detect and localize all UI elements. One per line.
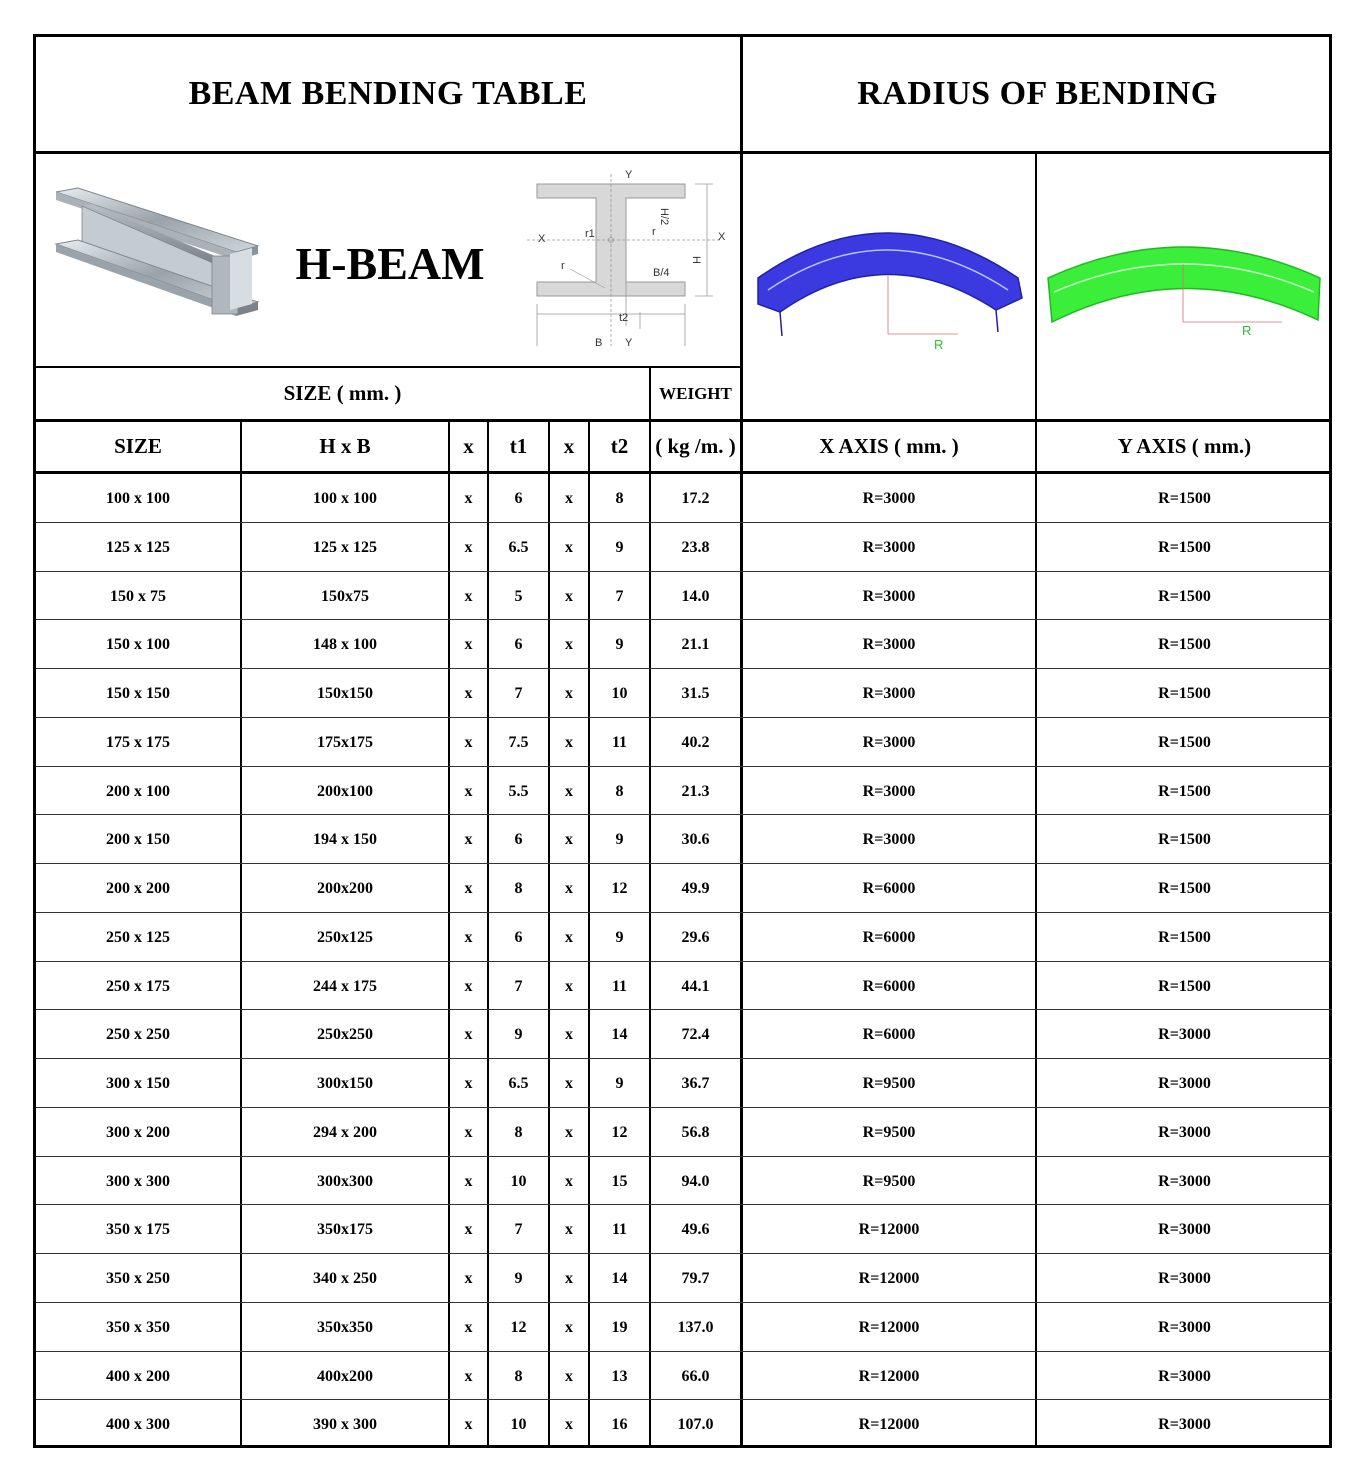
cell-size: 175 x 175	[106, 733, 170, 751]
cell-size: 400 x 300	[106, 1415, 170, 1433]
col-header-t1: t1	[509, 434, 528, 458]
cell-x1: x	[464, 830, 473, 848]
cell-size: 200 x 100	[106, 782, 170, 800]
cell-t2: 11	[611, 1220, 628, 1238]
cell-size: 400 x 200	[106, 1367, 170, 1385]
cell-hxb: 194 x 150	[313, 830, 377, 848]
cell-y-axis: R=3000	[1158, 1318, 1211, 1336]
cell-x-axis: R=3000	[862, 587, 916, 605]
cell-weight: 107.0	[677, 1415, 714, 1433]
cell-size: 150 x 75	[110, 587, 166, 605]
cell-t2: 9	[615, 928, 624, 946]
cell-x-axis: R=6000	[862, 928, 916, 946]
cell-x1: x	[464, 1123, 473, 1141]
cell-x-axis: R=6000	[862, 977, 916, 995]
cell-weight: 44.1	[681, 977, 710, 995]
cell-t1: 6.5	[508, 538, 529, 556]
cell-y-axis: R=3000	[1158, 1415, 1211, 1433]
cell-t2: 14	[611, 1025, 628, 1043]
cell-x1: x	[464, 1025, 473, 1043]
cell-x-axis: R=3000	[862, 830, 916, 848]
cell-x1: x	[464, 538, 473, 556]
cell-x2: x	[565, 733, 573, 751]
cell-t2: 9	[615, 538, 624, 556]
cell-t1: 7	[514, 684, 523, 702]
cell-t2: 8	[615, 489, 624, 507]
cell-hxb: 148 x 100	[313, 635, 377, 653]
cell-t2: 8	[615, 782, 624, 800]
cell-y-axis: R=1500	[1158, 879, 1211, 897]
cell-size: 300 x 200	[106, 1123, 170, 1141]
divider-title-bottom	[33, 151, 1332, 154]
cell-size: 300 x 300	[106, 1172, 170, 1190]
cell-t2: 9	[615, 635, 624, 653]
cell-x1: x	[464, 1172, 473, 1190]
cell-size: 150 x 150	[106, 684, 170, 702]
y-axis-bending-arc	[1044, 234, 1324, 342]
cell-x2: x	[565, 684, 573, 702]
cell-y-axis: R=1500	[1158, 489, 1211, 507]
diagram-label-h: H	[690, 256, 702, 264]
cell-t1: 10	[510, 1415, 527, 1433]
cell-x1: x	[464, 928, 473, 946]
cell-t2: 10	[611, 684, 628, 702]
cell-t2: 13	[611, 1367, 628, 1385]
cell-t2: 11	[611, 977, 628, 995]
cell-weight: 49.6	[681, 1220, 710, 1238]
cell-t2: 9	[615, 830, 624, 848]
cell-t2: 16	[611, 1415, 628, 1433]
col-header-weight-unit: ( kg /m. )	[655, 434, 736, 458]
cell-x2: x	[565, 1220, 573, 1238]
cell-weight: 23.8	[681, 538, 710, 556]
cell-weight: 40.2	[681, 733, 710, 751]
cell-size: 250 x 175	[106, 977, 170, 995]
cell-t2: 15	[611, 1172, 628, 1190]
size-group-header: SIZE ( mm. )	[283, 381, 402, 405]
cell-hxb: 200x200	[317, 879, 373, 897]
cell-y-axis: R=3000	[1158, 1074, 1211, 1092]
cell-size: 150 x 100	[106, 635, 170, 653]
diagram-label-b: B	[595, 337, 603, 349]
cell-t1: 6	[514, 489, 523, 507]
cell-t2: 19	[611, 1318, 628, 1336]
cell-weight: 17.2	[681, 489, 710, 507]
cell-t2: 11	[611, 733, 628, 751]
diagram-label-r1: r1	[585, 228, 595, 240]
cell-x-axis: R=9500	[862, 1172, 916, 1190]
cell-x1: x	[464, 782, 473, 800]
x-axis-bending-arc	[752, 214, 1027, 354]
cell-t1: 7.5	[508, 733, 529, 751]
cell-weight: 56.8	[681, 1123, 710, 1141]
cell-size: 250 x 250	[106, 1025, 170, 1043]
cell-size: 200 x 150	[106, 830, 170, 848]
cell-x-axis: R=12000	[858, 1269, 920, 1287]
cell-weight: 31.5	[681, 684, 710, 702]
cell-hxb: 300x300	[317, 1172, 373, 1190]
left-title: BEAM BENDING TABLE	[188, 75, 588, 112]
col-header-x1: x	[463, 434, 474, 458]
cell-size: 200 x 200	[106, 879, 170, 897]
cell-x1: x	[464, 1415, 473, 1433]
cell-x2: x	[565, 1318, 573, 1336]
col-header-y-axis: Y AXIS ( mm.)	[1117, 434, 1252, 458]
cell-t1: 7	[514, 977, 523, 995]
cell-x1: x	[464, 1220, 473, 1238]
cell-x1: x	[464, 1367, 473, 1385]
cell-hxb: 250x125	[317, 928, 373, 946]
cell-t2: 9	[615, 1074, 624, 1092]
cell-x1: x	[464, 733, 473, 751]
cell-hxb: 340 x 250	[313, 1269, 377, 1287]
cell-t1: 8	[514, 1123, 523, 1141]
h-beam-photo	[52, 184, 262, 329]
right-title: RADIUS OF BENDING	[857, 75, 1218, 112]
cell-y-axis: R=1500	[1158, 977, 1211, 995]
cell-x1: x	[464, 1318, 473, 1336]
cell-x-axis: R=3000	[862, 538, 916, 556]
cell-y-axis: R=1500	[1158, 733, 1211, 751]
cell-t1: 10	[510, 1172, 527, 1190]
cell-x-axis: R=6000	[862, 1025, 916, 1043]
cell-x-axis: R=3000	[862, 489, 916, 507]
cell-x-axis: R=3000	[862, 733, 916, 751]
cell-y-axis: R=3000	[1158, 1269, 1211, 1287]
cell-weight: 30.6	[681, 830, 710, 848]
cell-x-axis: R=3000	[862, 684, 916, 702]
cell-x1: x	[464, 879, 473, 897]
cell-x-axis: R=12000	[858, 1318, 920, 1336]
col-header-t2: t2	[610, 434, 629, 458]
y-axis-arc-r-label: R	[1242, 323, 1252, 338]
cell-y-axis: R=1500	[1158, 928, 1211, 946]
weight-group-header: WEIGHT	[659, 383, 732, 403]
col-header-size: SIZE	[114, 434, 162, 458]
cell-t1: 6	[514, 635, 523, 653]
cell-x2: x	[565, 538, 573, 556]
cell-hxb: 350x175	[317, 1220, 373, 1238]
cell-x2: x	[565, 635, 573, 653]
cell-x-axis: R=9500	[862, 1074, 916, 1092]
cell-hxb: 390 x 300	[313, 1415, 377, 1433]
cell-y-axis: R=1500	[1158, 635, 1211, 653]
cell-y-axis: R=1500	[1158, 587, 1211, 605]
cell-hxb: 300x150	[317, 1074, 373, 1092]
cell-hxb: 175x175	[317, 733, 373, 751]
cell-weight: 14.0	[681, 587, 710, 605]
cell-t1: 6	[514, 830, 523, 848]
cell-y-axis: R=3000	[1158, 1367, 1211, 1385]
cell-x2: x	[565, 977, 573, 995]
cell-weight: 137.0	[677, 1318, 714, 1336]
cell-size: 350 x 350	[106, 1318, 170, 1336]
cell-x2: x	[565, 830, 573, 848]
cell-x1: x	[464, 587, 473, 605]
cell-x2: x	[565, 587, 573, 605]
cell-x2: x	[565, 1415, 573, 1433]
cell-t1: 12	[510, 1318, 527, 1336]
cell-t2: 14	[611, 1269, 628, 1287]
cell-x1: x	[464, 684, 473, 702]
cell-y-axis: R=3000	[1158, 1025, 1211, 1043]
cell-weight: 21.1	[681, 635, 710, 653]
cell-weight: 21.3	[681, 782, 710, 800]
cell-x1: x	[464, 489, 473, 507]
col-header-hxb: H x B	[319, 434, 371, 458]
cell-y-axis: R=1500	[1158, 782, 1211, 800]
cell-x-axis: R=3000	[862, 782, 916, 800]
cell-weight: 49.9	[681, 879, 710, 897]
diagram-label-y-top: Y	[625, 169, 633, 181]
cell-y-axis: R=3000	[1158, 1123, 1211, 1141]
cell-x2: x	[565, 1269, 573, 1287]
cell-hxb: 150x150	[317, 684, 373, 702]
cell-y-axis: R=1500	[1158, 684, 1211, 702]
cell-y-axis: R=1500	[1158, 830, 1211, 848]
cell-t1: 9	[514, 1025, 523, 1043]
col-header-x2: x	[563, 434, 575, 458]
diagram-label-y-bottom: Y	[625, 337, 633, 349]
cell-x2: x	[565, 1123, 573, 1141]
cell-x2: x	[565, 1025, 573, 1043]
cell-x1: x	[464, 635, 473, 653]
cell-y-axis: R=1500	[1158, 538, 1211, 556]
cell-y-axis: R=3000	[1158, 1220, 1211, 1238]
cell-size: 100 x 100	[106, 489, 170, 507]
cell-hxb: 125 x 125	[313, 538, 377, 556]
diagram-label-h-half: H/2	[658, 208, 670, 226]
cell-weight: 94.0	[681, 1172, 710, 1190]
cell-size: 350 x 175	[106, 1220, 170, 1238]
cell-x-axis: R=12000	[858, 1367, 920, 1385]
cell-hxb: 100 x 100	[313, 489, 377, 507]
x-axis-arc-r-label: R	[934, 337, 944, 352]
h-beam-label: H-BEAM	[295, 237, 485, 289]
cell-hxb: 200x100	[317, 782, 373, 800]
cell-t1: 8	[514, 1367, 523, 1385]
cell-weight: 79.7	[681, 1269, 710, 1287]
cell-y-axis: R=3000	[1158, 1172, 1211, 1190]
col-header-x-axis: X AXIS ( mm. )	[819, 434, 959, 458]
cell-t1: 8	[514, 879, 523, 897]
cell-t2: 12	[611, 1123, 628, 1141]
cell-weight: 72.4	[681, 1025, 710, 1043]
cell-size: 300 x 150	[106, 1074, 170, 1092]
h-beam-cross-section-diagram	[525, 164, 737, 356]
cell-t2: 12	[611, 879, 628, 897]
cell-x-axis: R=9500	[862, 1123, 916, 1141]
cell-hxb: 250x250	[317, 1025, 373, 1043]
diagram-label-b-quarter: B/4	[653, 267, 670, 279]
diagram-label-x-left: X	[538, 233, 546, 245]
cell-weight: 36.7	[681, 1074, 710, 1092]
cell-t2: 7	[615, 587, 624, 605]
cell-weight: 66.0	[681, 1367, 710, 1385]
cell-x-axis: R=6000	[862, 879, 916, 897]
cell-hxb: 150x75	[321, 587, 369, 605]
cell-x1: x	[464, 1269, 473, 1287]
cell-t1: 6.5	[508, 1074, 529, 1092]
cell-x1: x	[464, 977, 473, 995]
cell-x-axis: R=12000	[858, 1415, 920, 1433]
cell-t1: 9	[514, 1269, 523, 1287]
cell-x2: x	[565, 928, 573, 946]
cell-size: 350 x 250	[106, 1269, 170, 1287]
cell-hxb: 350x350	[317, 1318, 373, 1336]
diagram-label-r-top: r	[652, 226, 656, 238]
cell-x-axis: R=12000	[858, 1220, 920, 1238]
cell-size: 125 x 125	[106, 538, 170, 556]
diagram-label-x-right: X	[718, 231, 726, 243]
cell-t1: 6	[514, 928, 523, 946]
diagram-label-t2: t2	[619, 312, 629, 324]
cell-t1: 5.5	[508, 782, 529, 800]
cell-weight: 29.6	[681, 928, 710, 946]
cell-hxb: 400x200	[317, 1367, 373, 1385]
cell-hxb: 294 x 200	[313, 1123, 377, 1141]
cell-x-axis: R=3000	[862, 635, 916, 653]
cell-t1: 7	[514, 1220, 523, 1238]
cell-x2: x	[565, 1172, 573, 1190]
cell-size: 250 x 125	[106, 928, 170, 946]
cell-x2: x	[565, 879, 573, 897]
cell-hxb: 244 x 175	[313, 977, 377, 995]
cell-x2: x	[565, 1074, 573, 1092]
diagram-label-r-left: r	[561, 260, 565, 272]
cell-t1: 5	[514, 587, 523, 605]
cell-x2: x	[565, 782, 573, 800]
cell-x2: x	[565, 489, 573, 507]
cell-x2: x	[565, 1367, 573, 1385]
cell-x1: x	[464, 1074, 473, 1092]
